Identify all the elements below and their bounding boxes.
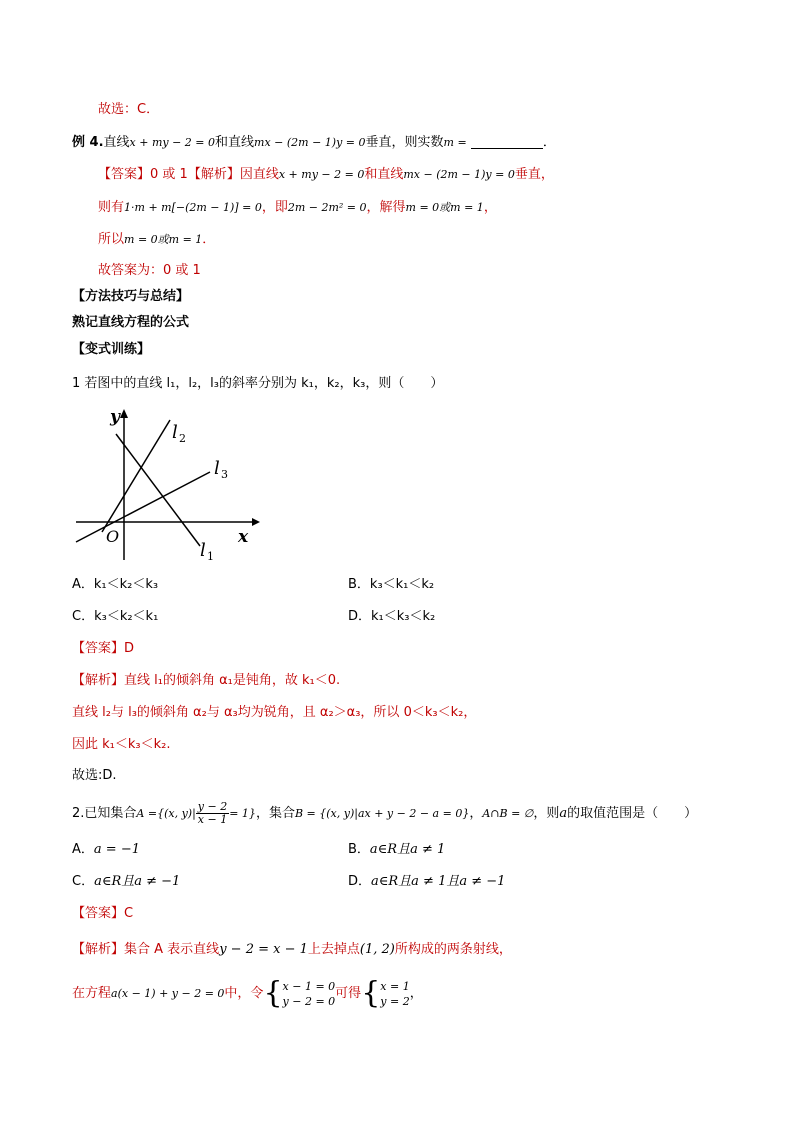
equation: a(x − 1) + y − 2 = 0	[111, 987, 225, 1000]
equation: 2m − 2m² = 0	[287, 201, 367, 214]
explanation-tag: 【解析】	[72, 673, 125, 688]
q2-option-a[interactable]	[72, 840, 140, 860]
equation: a∈R且a ≠ 1	[369, 842, 446, 857]
text: 的取值范围是（ ）	[567, 806, 698, 821]
q2-option-c[interactable]	[72, 872, 180, 892]
example-label: 例 4.	[72, 135, 104, 150]
equation: m =	[443, 136, 467, 149]
q1-answer: 【答案】D	[72, 641, 135, 656]
equation: y = 2	[380, 994, 410, 1008]
text: 在方程	[72, 986, 112, 1001]
equation: mx − (2m − 1)y = 0	[254, 136, 366, 149]
q1-option-b[interactable]: B．k₃＜k₁＜k₂	[348, 577, 435, 592]
q1-option-a[interactable]: A．k₁＜k₂＜k₃	[72, 577, 159, 592]
q1-option-c[interactable]: C．k₃＜k₂＜k₁	[72, 609, 159, 624]
text: ，即	[261, 200, 288, 215]
option-label: C．	[72, 874, 95, 889]
option-label: A．	[72, 842, 94, 857]
answer-tag: 【答案】	[98, 167, 151, 182]
q2-explanation-1	[72, 940, 512, 960]
text: ，	[409, 986, 423, 1001]
l3-subscript: 3	[221, 468, 228, 481]
text: ．	[542, 135, 556, 150]
equation: y − 2 = x − 1	[219, 942, 308, 957]
x-axis-label: x	[238, 527, 249, 547]
q1-option-d[interactable]: D．k₁＜k₃＜k₂	[348, 609, 436, 624]
l2-subscript: 2	[179, 432, 186, 445]
y-axis-arrow	[120, 409, 128, 418]
equation: A =	[136, 807, 158, 820]
question-2-stem	[72, 800, 697, 828]
text: 和直线	[364, 167, 404, 182]
q2-explanation-2	[72, 976, 423, 1012]
equation: mx − (2m − 1)y = 0	[403, 168, 515, 181]
q1-explanation-2: 直线 l₂与 l₃的倾斜角 α₂与 α₃均为锐角，且 α₂＞α₃，所以 0＜k₃＜k₂，	[72, 705, 477, 720]
text: ．	[202, 232, 216, 247]
l3-label: l	[214, 458, 220, 479]
text: 则有	[98, 200, 125, 215]
fraction-numerator: y − 2	[197, 800, 228, 813]
l1-subscript: 1	[207, 550, 214, 563]
equation: x = 1	[380, 979, 410, 993]
text: 上去掉点	[307, 942, 360, 957]
equation: x + my − 2 = 0	[278, 168, 365, 181]
text: 2.已知集合	[72, 806, 137, 821]
point: (1, 2)	[359, 942, 395, 957]
text: 可得	[335, 986, 362, 1001]
equation: A∩B = ∅	[482, 807, 534, 820]
text: 垂直，	[514, 167, 554, 182]
equation: a = −1	[93, 842, 140, 857]
example-4-final: 故答案为：0 或 1	[98, 263, 201, 278]
text: 和直线	[215, 135, 255, 150]
explanation-tag: 【解析】	[72, 942, 125, 957]
text: 中，令	[224, 986, 264, 1001]
equation: x + my − 2 = 0	[129, 136, 216, 149]
text: 集合 A 表示直线	[124, 942, 220, 957]
variable: a	[559, 806, 568, 821]
left-brace: {	[263, 975, 283, 1011]
equation-system-2	[380, 979, 409, 1009]
q1-explanation-3: 因此 k₁＜k₃＜k₂.	[72, 737, 171, 752]
lines-figure	[72, 400, 262, 570]
text: 所以	[98, 232, 125, 247]
example-4-explanation-line-3	[98, 230, 215, 250]
text: 直线 l₁的倾斜角 α₁是钝角，故 k₁＜0.	[124, 673, 341, 688]
equation: {(x, y)|	[157, 807, 196, 820]
example-4-answer	[98, 165, 554, 185]
text: ，集合	[255, 806, 295, 821]
option-label: B．	[348, 842, 370, 857]
text: ，	[469, 806, 483, 821]
equation: m = 0或m = 1	[405, 201, 484, 214]
text: 直线	[103, 135, 130, 150]
q2-answer: 【答案】C	[72, 906, 134, 921]
option-label: D．	[348, 874, 372, 889]
explanation-tag: 【解析】	[187, 167, 240, 182]
equation: m = 0或m = 1	[124, 233, 203, 246]
practice-heading: 【变式训练】	[72, 342, 151, 357]
answer-blank	[471, 136, 543, 149]
y-axis-label: y	[110, 407, 120, 427]
q1-explanation-1	[72, 671, 340, 691]
q2-option-b[interactable]	[348, 840, 445, 860]
l2-label: l	[172, 422, 178, 443]
example-4-question	[72, 133, 556, 153]
example-4-explanation-line-2	[98, 198, 497, 218]
text: 所构成的两条射线，	[394, 942, 512, 957]
question-1-stem: 1 若图中的直线 l₁，l₂，l₃的斜率分别为 k₁，k₂，k₃，则（ ）	[72, 376, 444, 391]
equation: a∈R且a ≠ −1	[94, 874, 181, 889]
left-brace: {	[361, 975, 381, 1011]
q1-final: 故选:D.	[72, 768, 117, 783]
text: 因直线	[239, 167, 279, 182]
equation: y − 2 = 0	[282, 994, 336, 1008]
line-l2	[102, 420, 170, 532]
equation: 1·m + m[−(2m − 1)] = 0	[124, 201, 262, 214]
equation: a∈R且a ≠ 1且a ≠ −1	[371, 874, 506, 889]
equation: x − 1 = 0	[282, 979, 336, 993]
l1-label: l	[200, 540, 206, 561]
text: 垂直，则实数	[365, 135, 444, 150]
answer-value: 0 或 1	[150, 167, 188, 182]
fraction	[196, 801, 229, 826]
equation-system-1	[283, 979, 336, 1009]
line-l1	[116, 434, 200, 546]
prev-answer: 故选：C．	[98, 102, 160, 117]
text: ，解得	[366, 200, 406, 215]
text: ，则	[533, 806, 560, 821]
origin-label: O	[106, 527, 120, 546]
q2-option-d[interactable]	[348, 872, 505, 892]
text: ，	[483, 200, 497, 215]
method-text: 熟记直线方程的公式	[72, 315, 190, 330]
fraction-denominator: x − 1	[197, 813, 228, 826]
equation: = 1}	[229, 807, 256, 820]
x-axis-arrow	[252, 518, 260, 526]
method-heading: 【方法技巧与总结】	[72, 289, 190, 304]
equation: B = {(x, y)|ax + y − 2 − a = 0}	[294, 807, 470, 820]
